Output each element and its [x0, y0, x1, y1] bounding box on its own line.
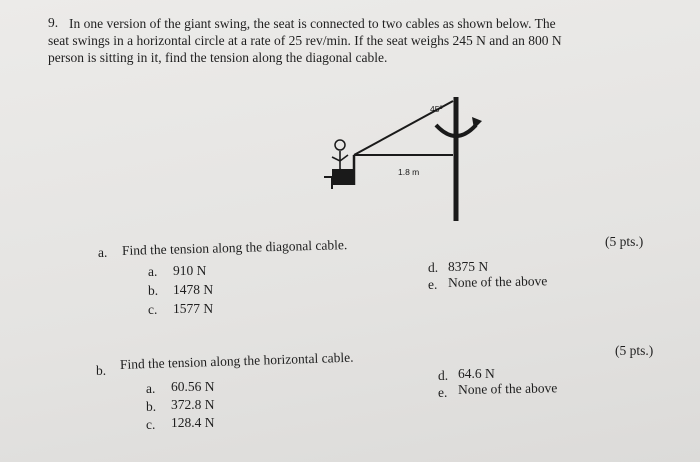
part-b-choice-a-text: 60.56 N [171, 379, 215, 394]
distance-label: 1.8 m [398, 167, 420, 177]
part-b-choice-c-text: 128.4 N [171, 415, 215, 430]
part-a-choice-b-text: 1478 N [173, 282, 214, 297]
part-a-choice-b-letter: b. [148, 283, 159, 298]
part-a-question: Find the tension along the diagonal cable. [121, 237, 348, 258]
part-b-question: Find the tension along the horizontal cable. [119, 349, 354, 372]
problem-statement-cont [48, 32, 668, 66]
part-b-choice-d-letter: d. [438, 368, 449, 383]
part-b-points: (5 pts.) [615, 343, 654, 358]
part-b-choice-b-text: 372.8 N [171, 397, 215, 412]
person-head [335, 140, 345, 150]
problem-line-3: person is sitting in it, find the tension along the diagonal cable. [48, 50, 388, 65]
part-a-letter: a. [98, 245, 108, 260]
part-a-choice-a-text: 910 N [173, 263, 207, 278]
part-b-choice-e-text: None of the above [457, 380, 558, 397]
part-b-choice-a-letter: a. [146, 381, 156, 396]
problem-statement [69, 15, 689, 32]
part-a-choice-c-letter: c. [148, 302, 158, 317]
problem-number: 9. [48, 15, 59, 30]
part-b-choice-b-letter: b. [146, 399, 157, 414]
part-a-choice-e-letter: e. [428, 277, 438, 292]
part-a-choice-c-text: 1577 N [173, 301, 214, 316]
part-b-choice-c-letter: c. [146, 417, 156, 432]
part-b-choice-e-letter: e. [438, 385, 448, 400]
part-a-choice-d-text: 8375 N [448, 259, 489, 274]
part-b-choice-d-text: 64.6 N [458, 366, 495, 381]
problem-line-1: In one version of the giant swing, the seat is connected to two cables as shown below. The [69, 16, 556, 31]
part-a-choice-a-letter: a. [148, 264, 158, 279]
problem-line-2: seat swings in a horizontal circle at a rate of 25 rev/min. If the seat weighs 245 N and an 800 N [48, 33, 562, 48]
part-a-points: (5 pts.) [605, 234, 644, 249]
part-a-choice-e-text: None of the above [447, 273, 548, 290]
part-b-letter: b. [96, 363, 107, 378]
angle-label: 45º [430, 104, 443, 114]
swing-seat [332, 169, 354, 185]
part-a-choice-d-letter: d. [428, 260, 439, 275]
swing-diagram [310, 95, 490, 225]
